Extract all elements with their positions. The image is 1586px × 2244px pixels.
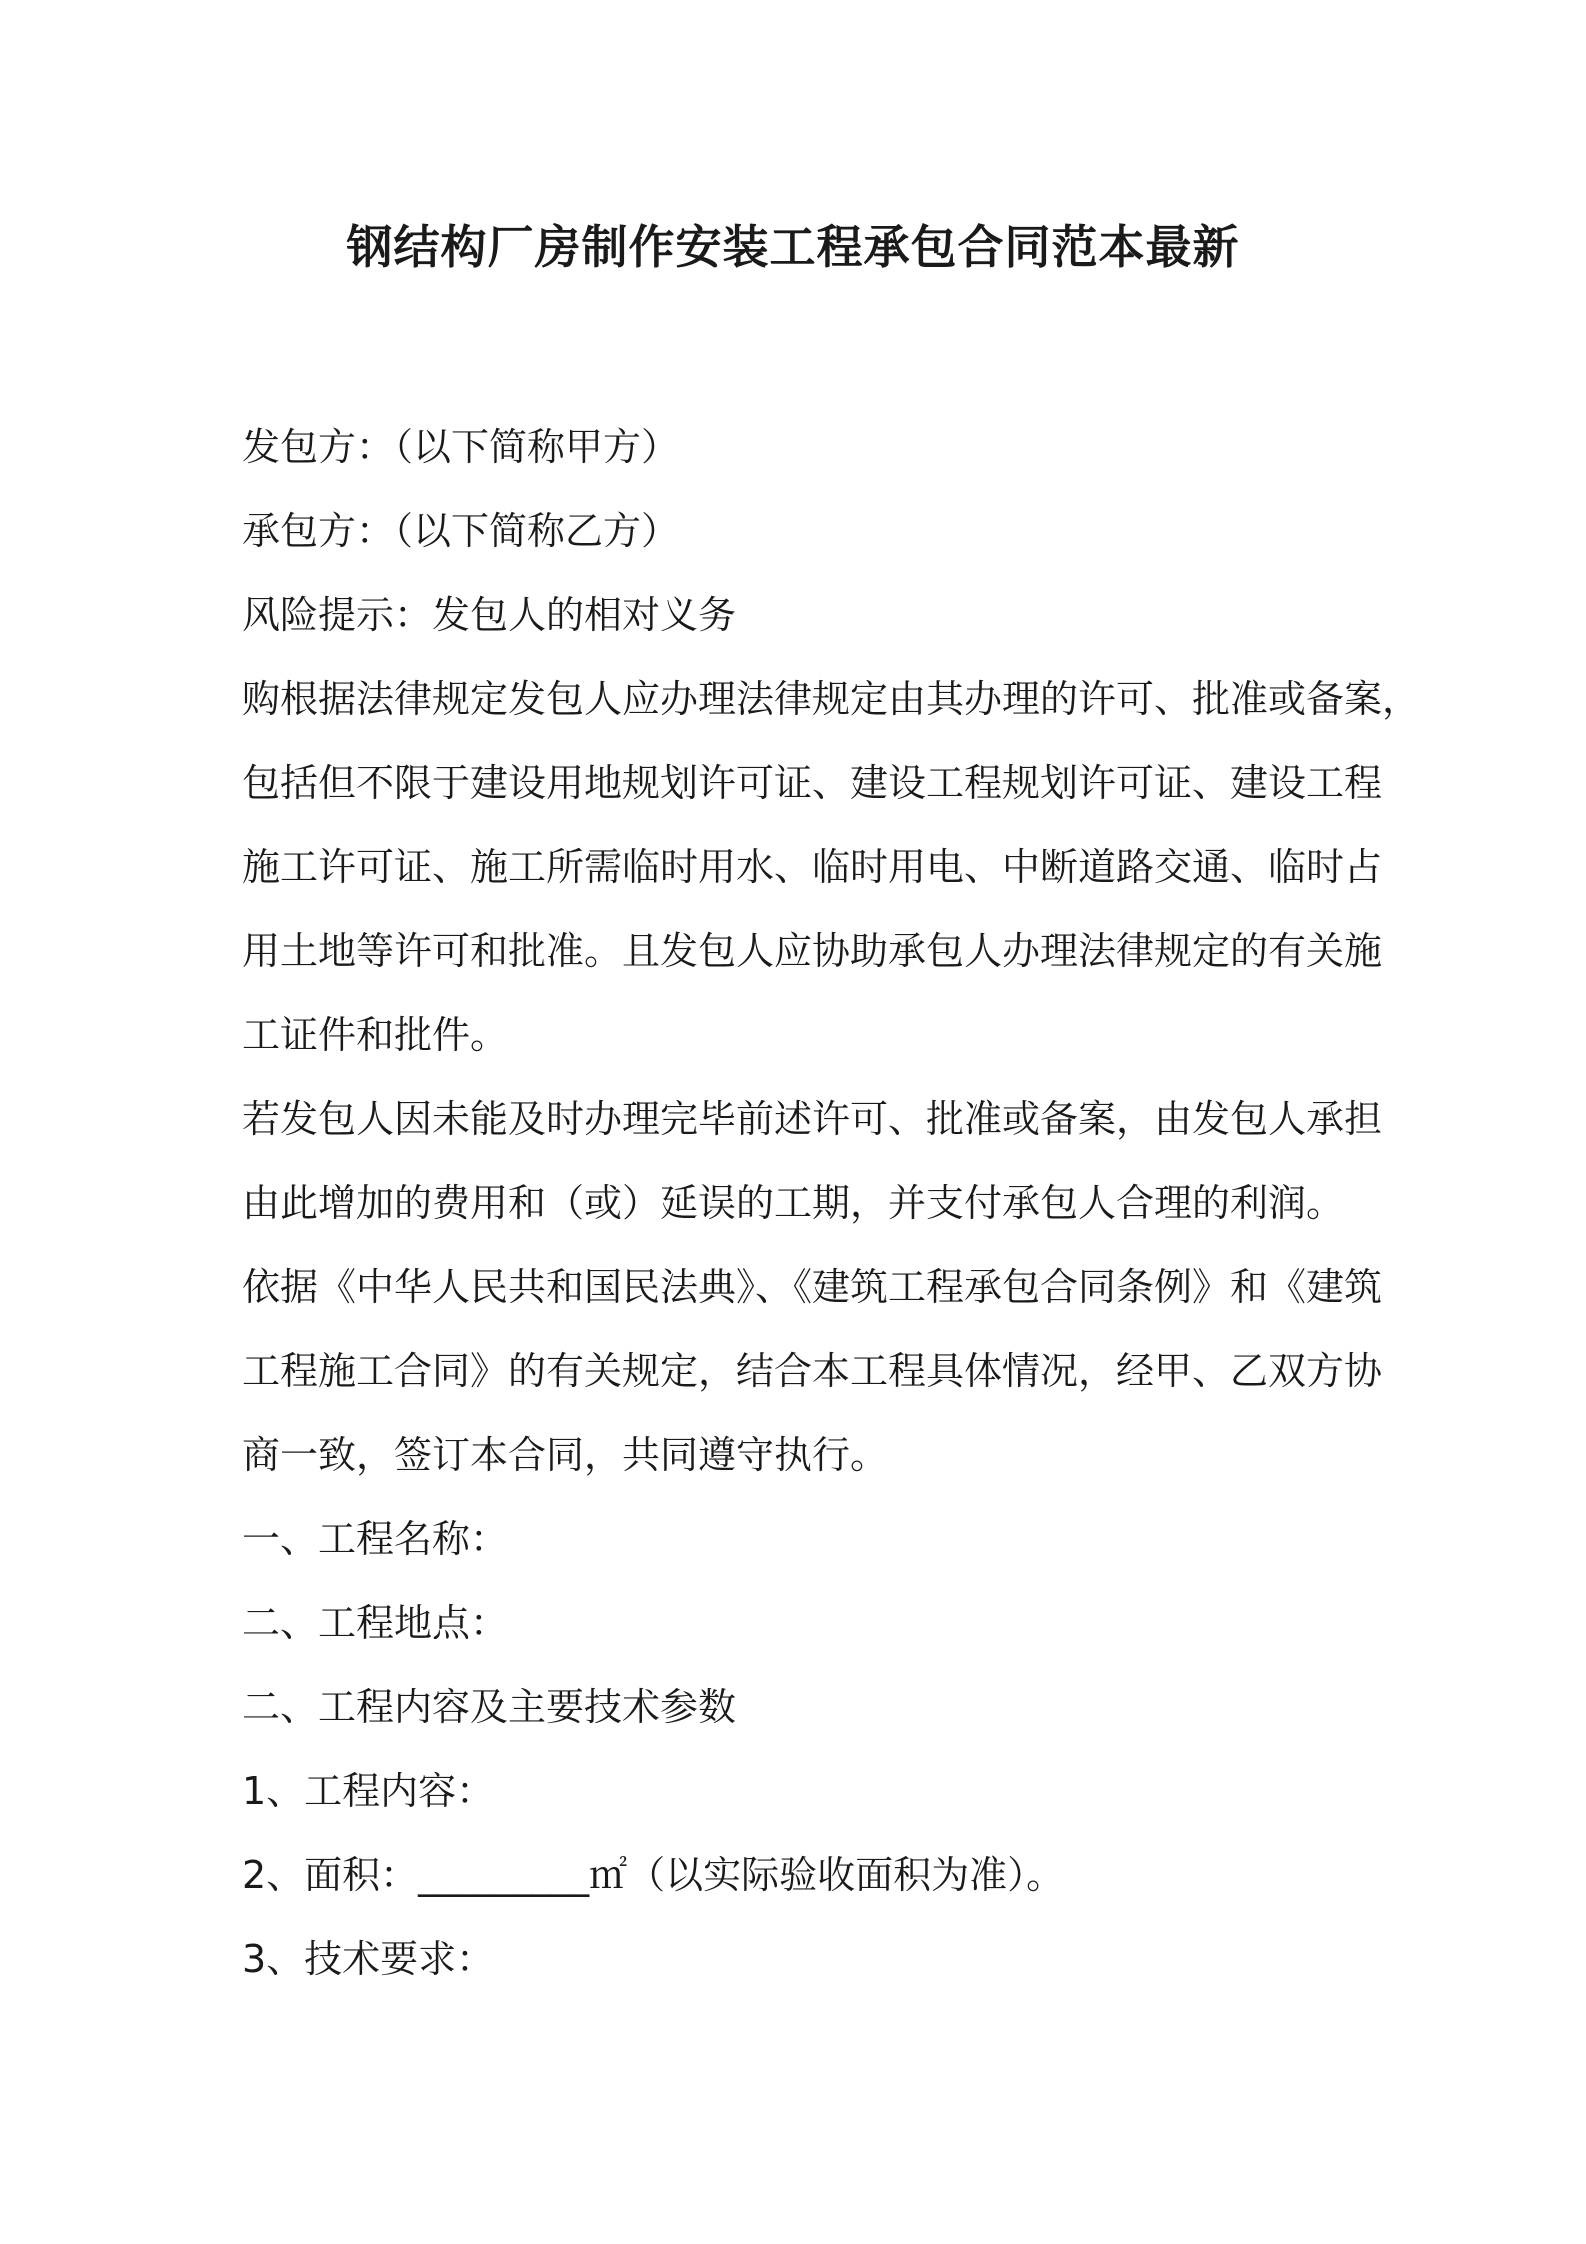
text-line: 施工许可证、施工所需临时用水、临时用电、中断道路交通、临时占 bbox=[242, 845, 1383, 889]
section-heading: 一、工程名称： bbox=[242, 1517, 509, 1561]
text-line: 由此增加的费用和（或）延误的工期，并支付承包人合理的利润。 bbox=[242, 1181, 1345, 1225]
text-line: 用土地等许可和批准。且发包人应协助承包人办理法律规定的有关施 bbox=[242, 929, 1383, 973]
list-item: 2、面积：_________㎡（以实际验收面积为准）。 bbox=[242, 1853, 1065, 1897]
document-title: 钢结构厂房制作安装工程承包合同范本最新 bbox=[346, 220, 1240, 274]
text-line: 包括但不限于建设用地规划许可证、建设工程规划许可证、建设工程 bbox=[242, 761, 1383, 805]
document-body bbox=[242, 405, 1421, 2001]
text-line: 承包方：（以下简称乙方） bbox=[242, 509, 680, 553]
list-item: 1、工程内容： bbox=[242, 1769, 495, 1813]
text-line: 购根据法律规定发包人应办理法律规定由其办理的许可、批准或备案， bbox=[242, 677, 1421, 721]
text-line: 工程施工合同》的有关规定，结合本工程具体情况，经甲、乙双方协 bbox=[242, 1349, 1383, 1393]
text-line: 工证件和批件。 bbox=[242, 1013, 509, 1057]
section-heading: 二、工程地点： bbox=[242, 1601, 509, 1645]
text-line: 依据《中华人民共和国民法典》、《建筑工程承包合同条例》和《建筑 bbox=[242, 1265, 1383, 1309]
text-line: 风险提示：发包人的相对义务 bbox=[242, 593, 737, 637]
list-item: 3、技术要求： bbox=[242, 1937, 495, 1981]
section-heading: 二、工程内容及主要技术参数 bbox=[242, 1685, 737, 1729]
text-line: 发包方：（以下简称甲方） bbox=[242, 425, 680, 469]
text-line: 商一致，签订本合同，共同遵守执行。 bbox=[242, 1433, 889, 1477]
text-line: 若发包人因未能及时办理完毕前述许可、批准或备案，由发包人承担 bbox=[242, 1097, 1383, 1141]
